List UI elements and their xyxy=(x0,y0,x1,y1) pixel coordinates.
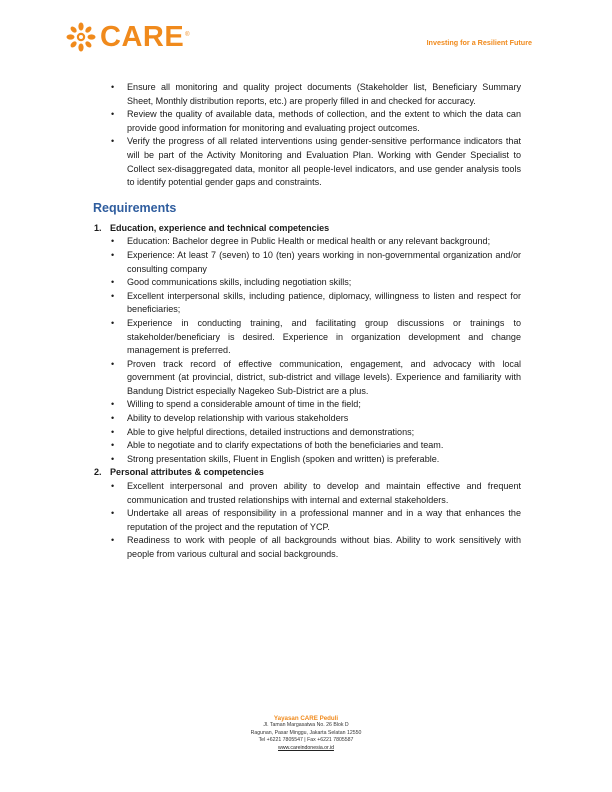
care-logo xyxy=(66,22,190,52)
header-tagline: Investing for a Resilient Future xyxy=(426,38,532,47)
section-title: Personal attributes & competencies xyxy=(110,467,264,478)
page-header xyxy=(0,0,612,70)
list-item: • Undertake all areas of responsibility in a professional manner and in a way that enhances the reputation of the project and the reputation of YCP. xyxy=(93,507,521,534)
document-body xyxy=(93,81,521,562)
section-number: 1. xyxy=(94,222,102,233)
requirements-heading: Requirements xyxy=(93,200,177,215)
section-number: 2. xyxy=(94,467,102,478)
section-heading xyxy=(93,222,521,236)
list-item: • Strong presentation skills, Fluent in English (spoken and written) is preferable. xyxy=(93,453,521,467)
registered-mark: ® xyxy=(185,32,190,38)
personal-attributes-list xyxy=(93,480,521,562)
list-item: • Proven track record of effective communication, engagement, and advocacy with local government (at provincial, district, sub-district and village levels). Experience and familiarity with Bandung District especially Nagekeo Sub-District are a plus. xyxy=(93,358,521,399)
section-heading xyxy=(93,466,521,480)
logo-wordmark: CARE xyxy=(100,20,185,53)
footer-address-line: Ragunan, Pasar Minggu, Jakarta Selatan 12550 xyxy=(250,729,362,736)
list-item: • Education: Bachelor degree in Public Health or medical health or any relevant background; xyxy=(93,235,521,249)
list-item: • Excellent interpersonal and proven ability to develop and maintain effective and frequent communication and trusted relationships with internal and external stakeholders. xyxy=(93,480,521,507)
footer-phone-fax: Tel +6221 7805547 | Fax +6221 7805587 xyxy=(258,737,354,744)
footer-website-link[interactable]: www.careindonesia.or.id xyxy=(278,744,334,751)
list-item: • Excellent interpersonal skills, including patience, diplomacy, willingness to listen and respect for beneficiaries; xyxy=(93,290,521,317)
intro-bullet-list xyxy=(93,81,521,190)
list-item: • Review the quality of available data, methods of collection, and the extent to which the data can provide good information for monitoring and evaluating project outcomes. xyxy=(93,108,521,135)
page-footer xyxy=(0,715,612,752)
list-item: • Able to negotiate and to clarify expectations of both the beneficiaries and team. xyxy=(93,439,521,453)
list-item: • Ensure all monitoring and quality project documents (Stakeholder list, Beneficiary Summary Sheet, Monthly distribution reports, etc.) are properly filled in and checked for accuracy. xyxy=(93,81,521,108)
list-item: • Verify the progress of all related interventions using gender-sensitive performance indicators that will be part of the Activity Monitoring and Evaluation Plan. Working with Gender Specialist to Collect sex-disaggregated data, monitor all people-level indicators, and use gender analysis tools to identify potential gender gaps and constraints. xyxy=(93,135,521,189)
list-item: • Willing to spend a considerable amount of time in the field; xyxy=(93,398,521,412)
footer-address-line: Jl. Taman Margasatwa No. 26 Blok D xyxy=(263,722,349,729)
list-item: • Experience: At least 7 (seven) to 10 (ten) years working in non-governmental organization and/or consulting company xyxy=(93,249,521,276)
list-item: • Able to give helpful directions, detailed instructions and demonstrations; xyxy=(93,426,521,440)
section-title: Education, experience and technical competencies xyxy=(110,222,330,233)
care-emblem-icon xyxy=(66,22,96,52)
education-experience-list xyxy=(93,235,521,466)
list-item: • Readiness to work with people of all backgrounds without bias. Ability to work sensitively with people from various cultural and social backgrounds. xyxy=(93,534,521,561)
footer-org-name: Yayasan CARE Peduli xyxy=(273,715,339,722)
list-item: • Ability to develop relationship with various stakeholders xyxy=(93,412,521,426)
list-item: • Good communications skills, including negotiation skills; xyxy=(93,276,521,290)
list-item: • Experience in conducting training, and facilitating group discussions or trainings to stakeholder/beneficiary is desired. Experience in organization development and change management is preferred. xyxy=(93,317,521,358)
